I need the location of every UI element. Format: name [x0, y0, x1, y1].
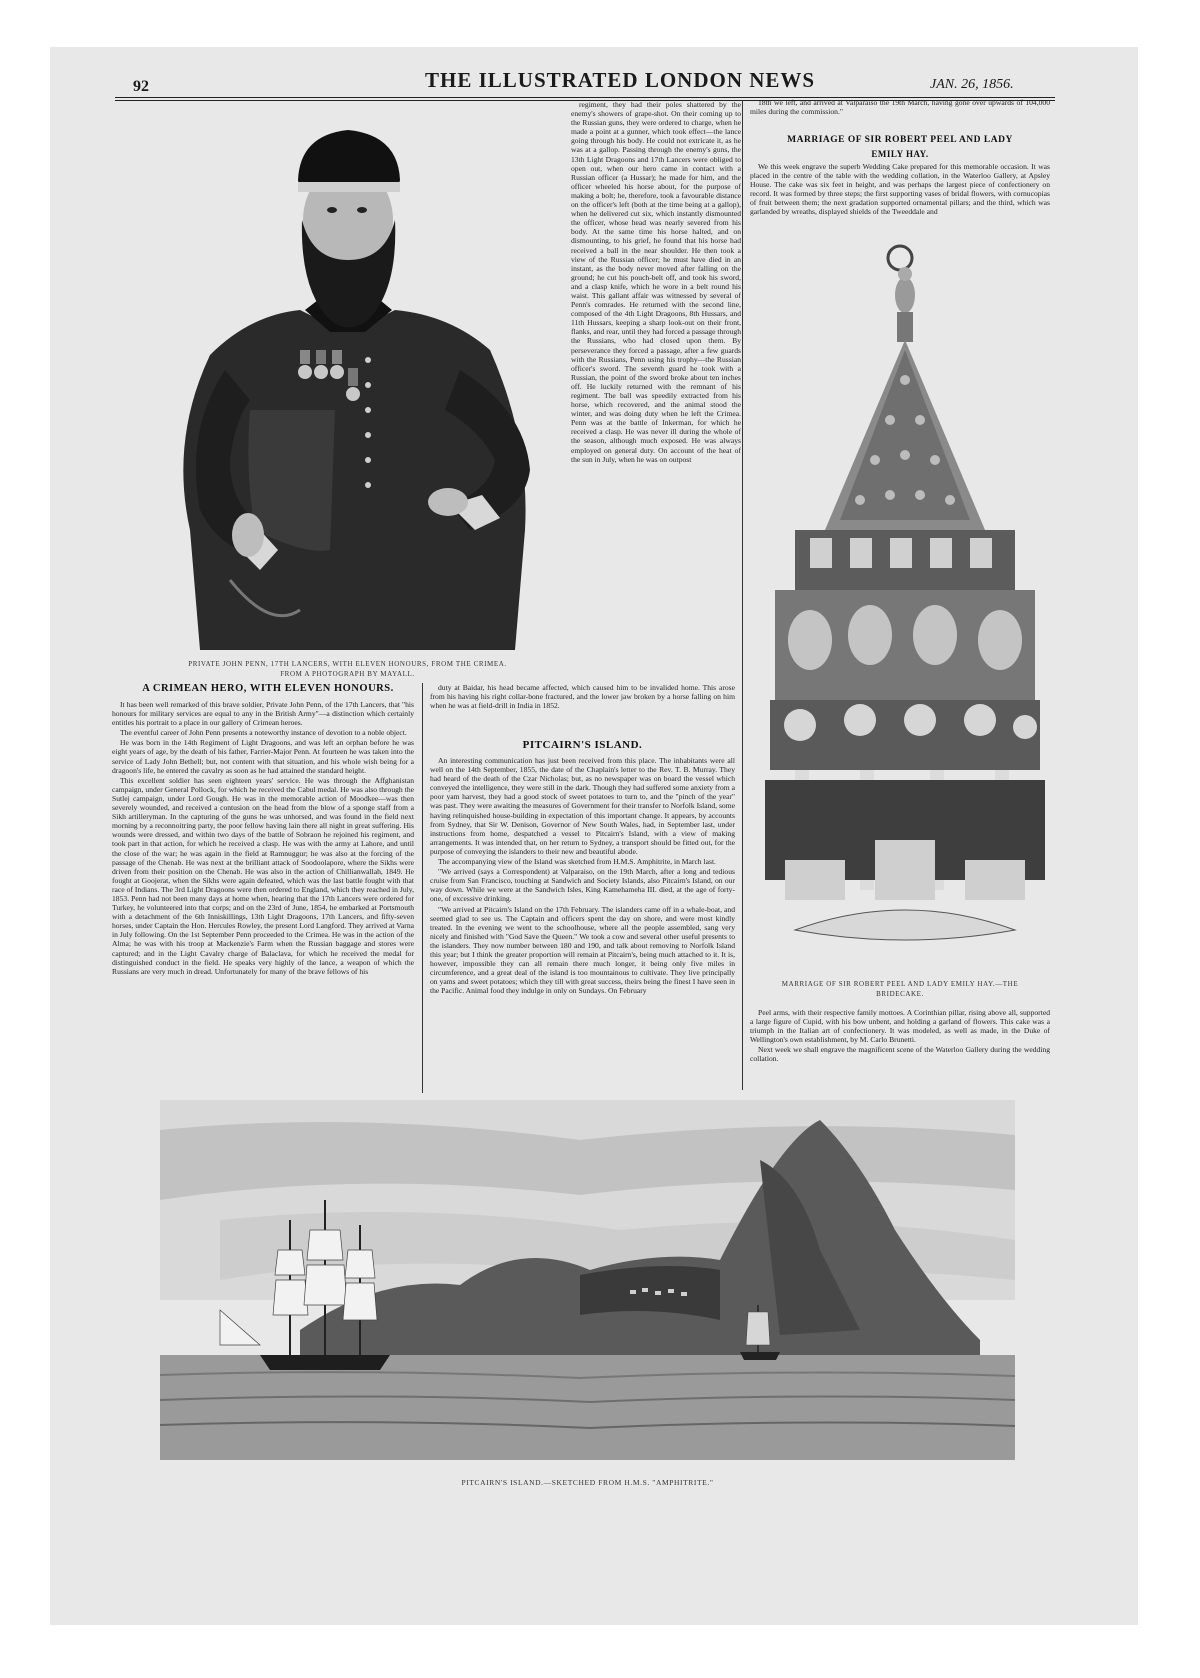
penn-article-end: [430, 683, 735, 731]
penn-paragraph: He was born in the 14th Regiment of Light Dragoons, and was left an orphan before he was eight years of age, by the death of his father, Farrier-Major Penn. At fourteen he was taken into the service of Lady John Bethell; but, not content with that situation, and his whole wish being for a dragoon's life, he entered the cavalry as soon as he had attained the standard height.: [112, 738, 414, 775]
pitcairn-heading: PITCAIRN'S ISLAND.: [522, 739, 643, 751]
wedding-cake-illustration: [765, 240, 1045, 970]
penn-paragraph: This excellent soldier has seen eighteen years' service. He was through the Affghanistan campaign, under General Pollock, for which he received the Cabul medal. He was also through the Sutlej campaign, under Lord Gough. He was in the memorable action of Moodkee—was then severely wounded, and received a contusion on the head from the blow of a sponge staff from a Sikh artilleryman. In the capturing of the guns he was unhorsed, and was found in the field next morning by a reconnoitring party, the poor fellow having lain there all night in great suffering. His wounds were dressed, and within two days of the battle of Sobraon he rejoined his regiment, and took part in that action, for which he received a clasp. He was with the army at Lahore, and until the close of the war; he was again in the field at Ramnuggur; he was also at the forcing of the passage of the Chenab. He was next at the brilliant attack of Soodoolapore, where the Sikhs were driven from their position on the Chenab. He was also in the action of Chillianwallah, 1849. He fought at Goojerat, when the Sikhs were again defeated, which was the last battle fought with that race of Indians. The 3rd Light Dragoons were then ordered to England, which they reached in July, 1853. Penn had not been many days at home when, hearing that the 17th Lancers were ordered for Turkey, he volunteered into that corps; and on the 23rd of June, 1854, he embarked at Portsmouth with a detachment of the 6th Inniskillings, 13th Light Dragoons, 17th Lancers, and fifty-seven horses, under Captain the Hon. Hercules Rowley, the present Lord Langford. They arrived at Varna in July following. On the 1st September Penn proceeded to the Crimea. He was in the action of the Alma; he was with his troop at Mackenzie's Farm when the Russian baggage and stores were captured; and in the Light Cavalry charge of Balaclava, for which he received the medal for distinguished conduct in the field. He speaks very highly of the lance, a weapon of which the Russians are very much in dread. Unfortunately for many of the brave fellows of his: [112, 775, 414, 976]
penn-article-body: [112, 700, 414, 1092]
pitcairn-end-paragraph: 18th we left, and arrived at Valparaiso the 19th March, having gone over upwards of 104,000 miles during the commission.": [750, 98, 1050, 117]
penn-caption-line1: PRIVATE JOHN PENN, 17TH LANCERS, WITH ELEVEN HONOURS, FROM THE CRIMEA.: [188, 660, 507, 668]
pitcairn-article-body: [430, 756, 735, 1093]
peel-wedding-body: [750, 162, 1050, 236]
penn-end-paragraph: duty at Baidar, his head became affected, which caused him to be invalided home. This arose from his having his right collar-bone fractured, and the lower jaw broken by a horse falling on him when he was at field-drill in India in 1852.: [430, 683, 735, 711]
peel-paragraph: Peel arms, with their respective family mottoes. A Corinthian pillar, rising above all, supported a large figure of Cupid, with his bow unbent, and holding a garland of flowers. This cake was a triumph in the Italian art of confectionery. It was modeled, as well as made, in the Duke of Wellington's own establishment, by M. Carlo Brunetti.: [750, 1008, 1050, 1045]
pitcairn-island-illustration: [160, 1100, 1015, 1460]
pitcairn-paragraph: "We arrived at Pitcairn's Island on the 17th February. The islanders came off in a whale-boat, and seemed glad to see us. The Captain and officers spent the day on shore, and were most kindly treated. In the evening we went to the schoolhouse, where all the people assembled, sang very nicely and finished with "God Save the Queen." We took a cow and several other useful presents to the islanders. They now number between 180 and 190, and talk about removing to Norfolk Island this year; but I think the greater proportion will remain at Pitcairn's, being much attached to it. It is, however, impossible they can all remain there much longer, it being only five miles in circumference, and a great deal of the island is too mountainous to cultivate. They live principally on yams and sweet potatoes; which they till with great success, theirs being the finest I have seen in the Pacific. Animal food they indulge in only on Sundays. On February: [430, 904, 735, 996]
peel-paragraph: We this week engrave the superb Wedding Cake prepared for this memorable occasion. It was placed in the centre of the table with the wedding collation, in the Waterloo Gallery, at Apsley House. The cake was six feet in height, and was perhaps the largest piece of confectionery on record. It was formed by three steps; the first supporting vases of bridal flowers, with cornucopias of fruit between them; the next gradation supported ornamental pillars; and the third, which was garlanded by wreaths, displayed shields of the Tweeddale and: [750, 162, 1050, 217]
pitcairn-paragraph: An interesting communication has just been received from this place. The inhabitants were all well on the 14th September, 1855, the date of the Chaplain's letter to the Rev. T. B. Murray. They had heard of the death of the Czar Nicholas; but, as no newspaper was on board the vessel which conveyed the intelligence, they were still in the dark. Though they had suffered some anxiety from a poor yam harvest, they had a good stock of sweet potatoes to turn to, and the "pinch of the year" was past. They were awaiting the measures of Government for their transfer to Norfolk Island, some having relinquished house-building in expectation of this important change. It appears, by accounts from Sydney, that Sir W. Denison, Governor of New South Wales, had, in September last, under instructions from home, despatched a vessel to Pitcairn's Island, with a view of making arrangements. It was intended that, on her return to Sydney, a transport should be fitted out, for the purpose of conveying the islanders to their new and beautiful abode.: [430, 756, 735, 856]
pitcairn-paragraph: "We arrived (says a Correspondent) at Valparaiso, on the 19th March, after a long and tedious cruise from San Francisco, touching at Sandwich and Society Islands, also Pitcairn's Island, on our way down. While we were at the Sandwich Isles, King Kamehameha III. died, at the age of forty-one, of excessive drinking.: [430, 867, 735, 904]
penn-col2-paragraph: regiment, they had their poles shattered by the enemy's showers of grape-shot. On their coming up to the Russian guns, they were ordered to charge, when he made a point at a gunner, which took effect—the lance going through his body. He could not extricate it, as he was at a gallop. Passing through the enemy's guns, the 13th Light Dragoons and 17th Lancers were obliged to open out, when our hero came in contact with a Russian officer (a Hussar); he made for him, and the officer wheeled his horse about, for the purpose of making a bolt; he, therefore, took a favourable distance on the officer's left (both at the time being at a gallop), when he delivered cut six, which instantly dismounted the officer, whose head was nearly severed from his body. At the same time his horse halted, and on dismounting, to his grief, he found that his horse had received a ball in the near shoulder. He then took a view of the Russian officer; he must have died in an instant, as the body never moved after falling on the ground; he cut his pouch-belt off, and took his sword, and a clasp knife, which he wore in a belt round his waist. This gallant affair was witnessed by several of Penn's comrades. He returned with the second line, composed of the 4th Light Dragoons, 8th Hussars, and 11th Hussars, keeping a sharp look-out on their front, flanks, and rear, until they had forced a passage through the Russians, who had closed upon them. By perseverance they forced a passage, after a few guards with the Russians, Penn using his trophy—the Russian officer's sword. The seventh guard he took with a Russian, the point of the sword broke about ten inches off. He luckily returned with the remnant of his regiment. The ball was speedily extracted from his horse, which recovered, and the animal stood the winter, and was doing duty when he left the Crimea. Penn was at the battle of Inkerman, for which he received a clasp. He was never ill during the whole of the season, although much exposed. He was always employed on general duty. On account of the heat of the sun in July, when he was on outpost: [571, 100, 741, 464]
penn-article-continued: [571, 100, 741, 678]
peel-paragraph: Next week we shall engrave the magnificent scene of the Waterloo Gallery during the wedding collation.: [750, 1045, 1050, 1064]
penn-paragraph: It has been well remarked of this brave soldier, Private John Penn, of the 17th Lancers, that "his honours for military services are equal to any in the British Army"—a distinction which certainly entitles his portrait to a place in our gallery of Crimean heroes.: [112, 700, 414, 728]
peel-wedding-heading: MARRIAGE OF SIR ROBERT PEEL AND LADY: [787, 135, 1013, 145]
penn-paragraph: The eventful career of John Penn presents a noteworthy instance of devotion to a noble object.: [120, 728, 407, 738]
penn-caption-line2: FROM A PHOTOGRAPH BY MAYALL.: [280, 670, 415, 678]
pitcairn-paragraph: The accompanying view of the Island was sketched from H.M.S. Amphitrite, in March last.: [438, 857, 716, 867]
column-divider: [742, 100, 743, 1090]
penn-portrait-illustration: [130, 110, 565, 655]
pitcairn-article-end: [750, 98, 1050, 118]
masthead-title: THE ILLUSTRATED LONDON NEWS: [425, 68, 816, 92]
crimean-hero-heading: A CRIMEAN HERO, WITH ELEVEN HONOURS.: [142, 683, 394, 694]
issue-date: JAN. 26, 1856.: [930, 77, 1014, 92]
page-number: 92: [133, 78, 149, 95]
wedding-cake-caption-line1: MARRIAGE OF SIR ROBERT PEEL AND LADY EMILY HAY.—THE: [781, 980, 1019, 988]
pitcairn-caption: PITCAIRN'S ISLAND.—SKETCHED FROM H.M.S. "AMPHITRITE.": [461, 1478, 714, 1487]
column-divider: [422, 683, 423, 1093]
peel-wedding-subheading: EMILY HAY.: [871, 149, 929, 159]
peel-wedding-body-continued: [750, 1008, 1050, 1092]
wedding-cake-caption-line2: BRIDECAKE.: [876, 990, 924, 998]
